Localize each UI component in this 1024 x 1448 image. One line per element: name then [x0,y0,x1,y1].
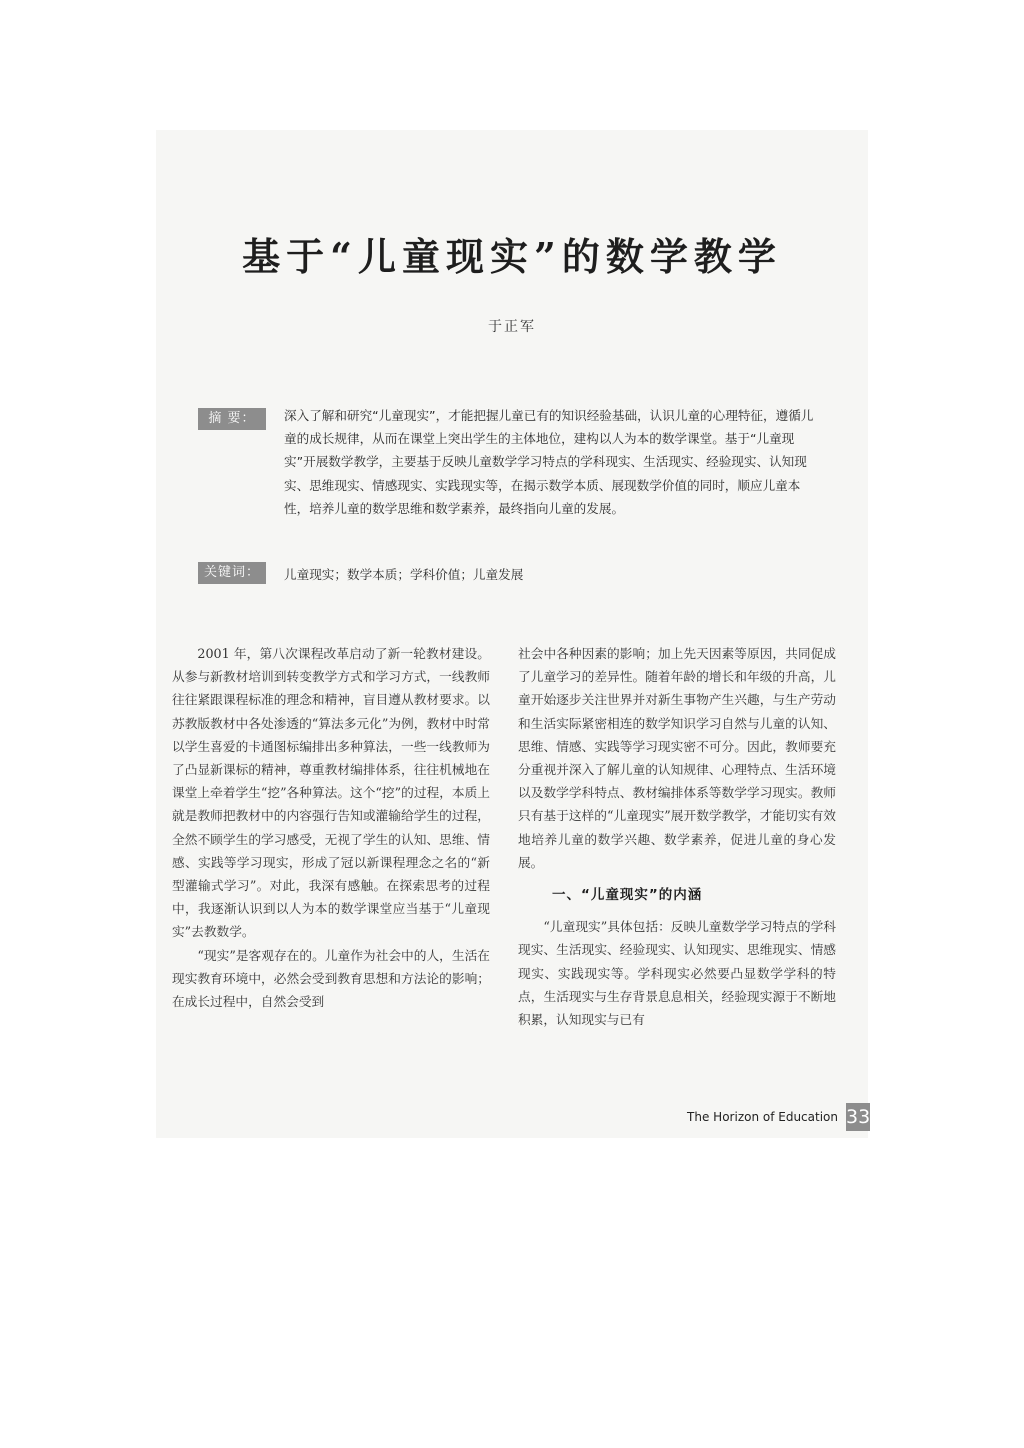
body-paragraph: “现实”是客观存在的。儿童作为社会中的人，生活在现实教育环境中，必然会受到教育思想和方法论的影响；在成长过程中，自然会受到 [172,947,490,1010]
body-paragraph: 2001 年，第八次课程改革启动了新一轮教材建设。从参与新教材培训到转变教学方式和学习方式，一线教师往往紧跟课程标准的理念和精神，盲目遵从教材要求。以苏教版教材中各处渗透的“算法多元化”为例，教材中时常以学生喜爱的卡通图标编排出多种算法，一些一线教师为了凸显新课标的精神，尊重教材编排体系，往往机械地在课堂上牵着学生“挖”各种算法。这个“挖”的过程，本质上就是教师把教材中的内容强行告知或灌输给学生的过程，全然不顾学生的学习感受，无视了学生的认知、思维、情感、实践等学习现实，形成了冠以新课程理念之名的“新型灌输式学习”。对此，我深有感触。在探索思考的过程中，我逐渐认识到以人为本的数学课堂应当基于“儿童现实”去教数学。 [172,646,490,940]
keywords-label: 关键词： [198,562,266,584]
page-number: 33 [846,1103,870,1131]
journal-name: The Horizon of Education [687,1110,838,1124]
keywords-text: 儿童现实；数学本质；学科价值；儿童发展 [284,567,524,582]
article-title: 基于“儿童现实”的数学教学 [242,234,782,279]
body-paragraph: “儿童现实”具体包括：反映儿童数学学习特点的学科现实、生活现实、经验现实、认知现实、思维现实、情感现实、实践现实等。学科现实必然要凸显数学学科的特点，生活现实与生存背景息息相关，经验现实源于不断地积累，认知现实与已有 [518,919,836,1028]
body-column-left [172,642,490,1013]
article-author: 于正军 [488,319,536,335]
section-heading: 一、“儿童现实”的内涵 [552,887,703,904]
abstract-label: 摘 要： [198,408,266,430]
abstract-text: 深入了解和研究“儿童现实”，才能把握儿童已有的知识经验基础，认识儿童的心理特征，遵循儿童的成长规律，从而在课堂上突出学生的主体地位，建构以人为本的数学课堂。基于“儿童现实”开展数学教学，主要基于反映儿童数学学习特点的学科现实、生活现实、经验现实、认知现实、思维现实、情感现实、实践现实等，在揭示数学本质、展现数学价值的同时，顺应儿童本性，培养儿童的数学思维和数学素养，最终指向儿童的发展。 [284,408,814,516]
body-column-right [518,642,836,1031]
body-paragraph: 社会中各种因素的影响；加上先天因素等原因，共同促成了儿童学习的差异性。随着年龄的增长和年级的升高，儿童开始逐步关注世界并对新生事物产生兴趣，与生产劳动和生活实际紧密相连的数学知识学习自然与儿童的认知、思维、情感、实践等学习现实密不可分。因此，教师要充分重视并深入了解儿童的认知规律、心理特点、生活环境以及数学学科特点、教材编排体系等数学学习现实。教师只有基于这样的“儿童现实”展开数学教学，才能切实有效地培养儿童的数学兴趣、数学素养，促进儿童的身心发展。 [518,646,836,870]
